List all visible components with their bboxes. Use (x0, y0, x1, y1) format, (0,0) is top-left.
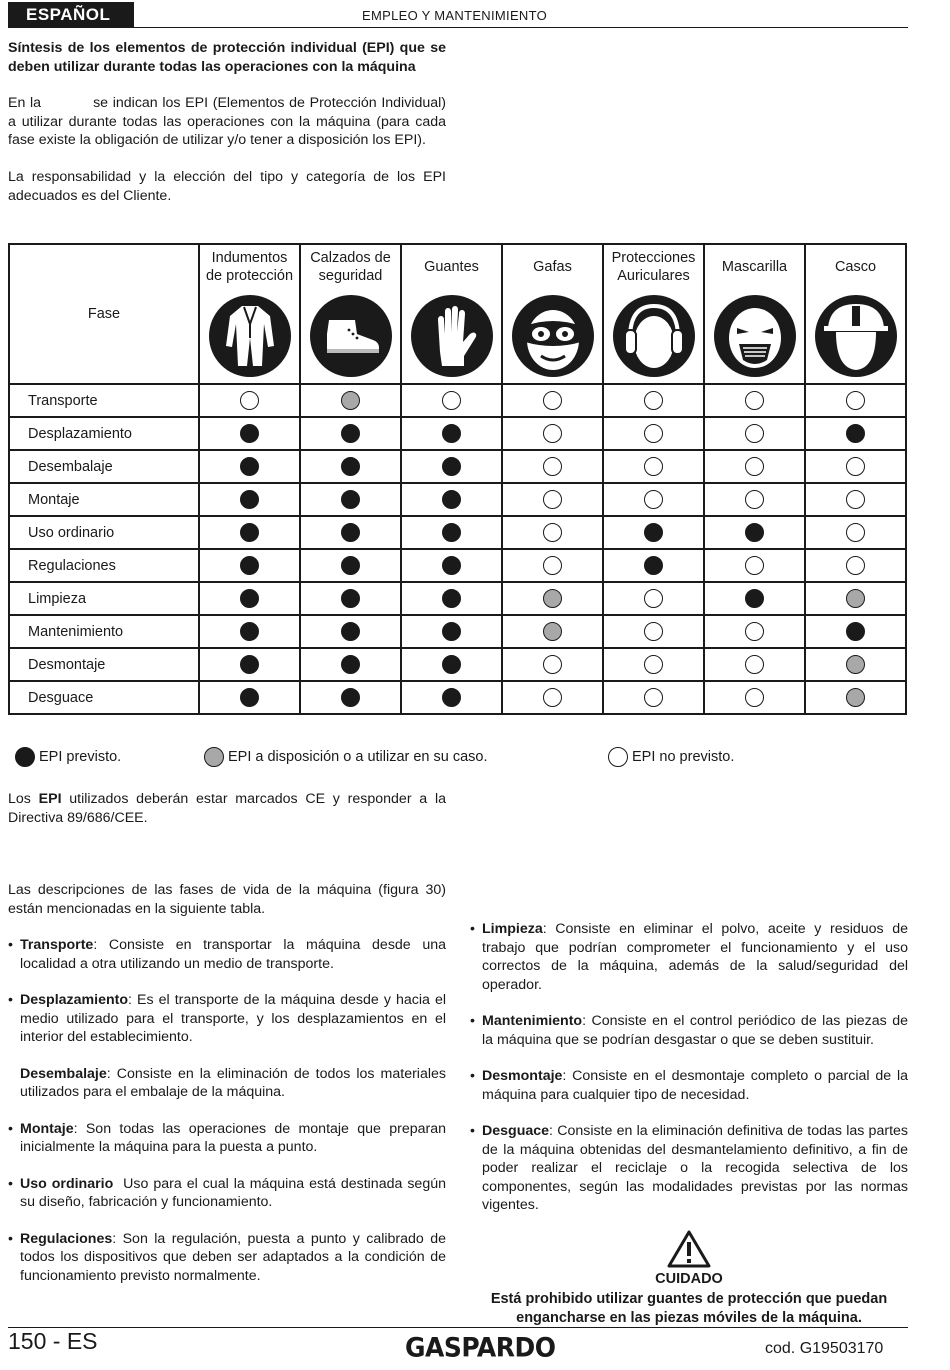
epi-not-required-dot-icon (846, 457, 865, 476)
epi-not-required-dot-icon (846, 490, 865, 509)
phase-term: Transporte (20, 937, 94, 953)
phase-term: Desembalaje (20, 1065, 107, 1082)
bullet-marker: • (470, 1123, 475, 1139)
left-phase-list (8, 936, 450, 1303)
epi-not-required-dot-icon (240, 391, 259, 410)
epi-cell (805, 615, 906, 648)
epi-not-required-dot-icon (543, 490, 562, 509)
column-label: Calzados de seguridad (310, 250, 391, 284)
protective-suit-icon (208, 294, 292, 378)
epi-cell (704, 648, 805, 681)
phases-intro: Las descripciones de las fases de vida de la máquina (figura 30) están mencionadas en la siguiente tabla. (8, 882, 446, 917)
table-row (9, 681, 906, 714)
phase-description-item (8, 1175, 450, 1212)
phase-definition: Uso para el cual la máquina está destinada según su diseño, fabricación y funcionamiento. (20, 1175, 450, 1210)
intro-para1-start: En la (8, 95, 42, 111)
epi-not-required-dot-icon (644, 424, 663, 443)
phase-term: Desplazamiento (20, 992, 129, 1008)
header-divider (8, 27, 908, 28)
epi-not-required-dot-icon (745, 424, 764, 443)
intro-para1-rest: se indican los EPI (Elementos de Protección Individual) a utilizar durante todas las operaciones con la máquina (para cada fase existe la obligación de utilizar y/o tener a disposición los EPI). (8, 95, 446, 148)
phase-cell: Regulaciones (9, 549, 199, 582)
caution-title: CUIDADO (655, 1271, 723, 1287)
epi-required-dot-icon (240, 490, 259, 509)
table-row (9, 648, 906, 681)
epi-cell (805, 417, 906, 450)
phase-term: Limpieza (482, 921, 543, 937)
epi-required-dot-icon (442, 655, 461, 674)
epi-cell (401, 516, 502, 549)
phase-description-item (8, 936, 450, 973)
epi-not-required-dot-icon (745, 490, 764, 509)
epi-required-dot-icon (341, 523, 360, 542)
epi-required-dot-icon (240, 655, 259, 674)
epi-cell (805, 516, 906, 549)
epi-required-dot-icon (341, 424, 360, 443)
phase-description-item (8, 991, 450, 1047)
epi-cell (603, 615, 704, 648)
epi-not-required-dot-icon (745, 391, 764, 410)
section-title: EMPLEO Y MANTENIMIENTO (362, 8, 548, 23)
epi-cell (704, 450, 805, 483)
ce-note-start: Los (8, 791, 39, 807)
epi-not-required-dot-icon (745, 556, 764, 575)
epi-not-required-dot-icon (644, 655, 663, 674)
safety-shoe-icon (309, 294, 393, 378)
epi-cell (704, 681, 805, 714)
column-header-helmet (805, 244, 906, 384)
epi-not-required-dot-icon (846, 556, 865, 575)
epi-cell (805, 549, 906, 582)
table-row (9, 483, 906, 516)
intro-paragraph-1 (8, 94, 446, 150)
epi-not-required-dot-icon (745, 622, 764, 641)
epi-cell (401, 450, 502, 483)
epi-cell (199, 648, 300, 681)
column-label: Indumentos de protección (205, 250, 294, 284)
epi-required-dot-icon (240, 523, 259, 542)
warning-triangle-icon (667, 1230, 711, 1268)
phase-header-label: Fase (87, 306, 121, 322)
epi-required-dot-icon (442, 556, 461, 575)
brand-logo: GASPARDO (405, 1332, 556, 1363)
epi-required-dot-icon (341, 457, 360, 476)
epi-cell (401, 648, 502, 681)
table-row (9, 549, 906, 582)
epi-cell (603, 681, 704, 714)
column-label: Protecciones Auriculares (611, 250, 696, 284)
epi-cell (704, 384, 805, 417)
epi-cell (502, 582, 603, 615)
epi-cell (401, 483, 502, 516)
epi-required-dot-icon (240, 457, 259, 476)
epi-cell (401, 417, 502, 450)
phase-description-item (470, 1067, 912, 1104)
phase-description-text (482, 1012, 912, 1049)
helmet-icon (814, 294, 898, 378)
epi-cell (401, 549, 502, 582)
epi-cell (603, 417, 704, 450)
phase-cell: Desembalaje (9, 450, 199, 483)
epi-optional-dot-icon (204, 747, 224, 767)
bullet-marker: • (8, 1175, 13, 1192)
epi-not-required-dot-icon (543, 457, 562, 476)
glove-icon (410, 294, 494, 378)
column-label: Mascarilla (721, 259, 788, 275)
epi-required-dot-icon (341, 556, 360, 575)
epi-table (8, 243, 907, 715)
document-code: cod. G19503170 (765, 1340, 884, 1357)
legend-grey-label: EPI a disposición o a utilizar en su caso. (228, 749, 488, 765)
legend-full (15, 747, 121, 767)
epi-table-header-row (9, 244, 906, 384)
epi-not-required-dot-icon (608, 747, 628, 767)
epi-required-dot-icon (240, 556, 259, 575)
table-row (9, 450, 906, 483)
phase-definition: : Consiste en el control periódico de las piezas de la máquina que se podrían desgastar o que se deben sustituir. (482, 1013, 912, 1048)
epi-required-dot-icon (442, 457, 461, 476)
epi-required-dot-icon (341, 688, 360, 707)
column-header-suit (199, 244, 300, 384)
epi-cell (300, 516, 401, 549)
epi-not-required-dot-icon (846, 391, 865, 410)
column-label: Casco (834, 259, 877, 275)
phase-term: Regulaciones (20, 1230, 113, 1247)
phase-description-text (20, 936, 450, 973)
epi-cell (401, 615, 502, 648)
phase-cell: Uso ordinario (9, 516, 199, 549)
phase-definition: : Son todas las operaciones de montaje que preparan inicialmente la máquina para la puesta a punto. (20, 1120, 450, 1155)
bullet-marker: • (8, 937, 13, 953)
epi-not-required-dot-icon (644, 589, 663, 608)
epi-cell (502, 483, 603, 516)
table-row (9, 615, 906, 648)
epi-required-dot-icon (341, 490, 360, 509)
phase-description-text (482, 1067, 912, 1104)
legend-full-label: EPI previsto. (39, 749, 122, 765)
column-label: Guantes (424, 259, 479, 275)
column-header-mask (704, 244, 805, 384)
epi-cell (300, 450, 401, 483)
column-header-shoes (300, 244, 401, 384)
epi-cell (199, 549, 300, 582)
table-row (9, 582, 906, 615)
epi-cell (502, 615, 603, 648)
epi-cell (704, 483, 805, 516)
table-row (9, 516, 906, 549)
ce-note-rest: utilizados deberán estar marcados CE y responder a la Directiva 89/686/CEE. (8, 791, 446, 826)
epi-required-dot-icon (240, 424, 259, 443)
epi-cell (603, 582, 704, 615)
phase-term: Mantenimiento (482, 1013, 583, 1029)
phase-cell: Limpieza (9, 582, 199, 615)
epi-cell (603, 483, 704, 516)
epi-required-dot-icon (745, 589, 764, 608)
epi-cell (502, 549, 603, 582)
epi-cell (704, 417, 805, 450)
legend-none-label: EPI no previsto. (632, 749, 735, 765)
phase-cell: Desmontaje (9, 648, 199, 681)
phase-description-text (20, 1120, 450, 1157)
epi-cell (199, 384, 300, 417)
epi-cell (704, 615, 805, 648)
table-row (9, 384, 906, 417)
intro-heading: Síntesis de los elementos de protección individual (EPI) que se deben utilizar durante todas las operaciones con la máquina (8, 40, 446, 75)
legend-grey (204, 747, 488, 767)
goggles-icon (511, 294, 595, 378)
epi-cell (199, 483, 300, 516)
epi-optional-dot-icon (543, 622, 562, 641)
epi-not-required-dot-icon (543, 391, 562, 410)
epi-cell (300, 648, 401, 681)
phase-definition: : Es el transporte de la máquina desde y hacia el medio utilizado para el transporte, y los desplazamientos en el interior del establecimiento. (20, 992, 450, 1045)
phase-description-text (20, 991, 450, 1047)
column-header-ear-protection (603, 244, 704, 384)
legend-none (608, 747, 734, 767)
epi-required-dot-icon (341, 589, 360, 608)
epi-cell (199, 417, 300, 450)
phase-definition: : Son la regulación, puesta a punto y calibrado de todos los dispositivos que deben ser adaptados a la condición de funcionamiento previsto normalmente. (20, 1230, 450, 1284)
bullet-marker: • (8, 1230, 13, 1247)
phase-description-text (482, 920, 912, 994)
table-row (9, 417, 906, 450)
epi-cell (704, 516, 805, 549)
phase-cell: Montaje (9, 483, 199, 516)
bullet-marker: • (470, 1068, 475, 1084)
phase-description-text (20, 1230, 450, 1286)
epi-cell (805, 450, 906, 483)
epi-cell (704, 582, 805, 615)
bullet-marker (8, 1065, 14, 1102)
epi-cell (805, 648, 906, 681)
epi-cell (300, 615, 401, 648)
phase-description-text (20, 1175, 450, 1212)
epi-not-required-dot-icon (543, 556, 562, 575)
epi-not-required-dot-icon (644, 622, 663, 641)
phase-description-item (8, 1065, 450, 1102)
epi-required-dot-icon (644, 523, 663, 542)
intro-paragraph-2: La responsabilidad y la elección del tipo y categoría de los EPI adecuados es del Cliente. (8, 169, 446, 204)
epi-not-required-dot-icon (745, 457, 764, 476)
epi-optional-dot-icon (341, 391, 360, 410)
epi-required-dot-icon (846, 622, 865, 641)
epi-required-dot-icon (240, 688, 259, 707)
epi-cell (502, 417, 603, 450)
column-header-goggles (502, 244, 603, 384)
epi-required-dot-icon (442, 523, 461, 542)
phase-cell: Transporte (9, 384, 199, 417)
caution-text: Está prohibido utilizar guantes de protección que puedan engancharse en las piezas móviles de la máquina. (490, 1291, 888, 1326)
phase-cell: Desguace (9, 681, 199, 714)
phase-term: Montaje (20, 1120, 74, 1137)
epi-required-dot-icon (846, 424, 865, 443)
phase-definition: : Consiste en la eliminación definitiva de todas las partes de la máquina obtenidas del desmantelamiento definitivo, a fin de poder realizar el reciclaje o la recogida selectiva de los componentes, según las modalidades previstas por las normas vigentes. (482, 1123, 912, 1213)
epi-cell (502, 384, 603, 417)
epi-required-dot-icon (442, 589, 461, 608)
epi-optional-dot-icon (846, 655, 865, 674)
epi-required-dot-icon (442, 424, 461, 443)
phase-term: Desguace (482, 1123, 550, 1139)
phase-description-item (8, 1120, 450, 1157)
epi-cell (300, 417, 401, 450)
epi-cell (199, 681, 300, 714)
epi-not-required-dot-icon (644, 391, 663, 410)
epi-cell (300, 681, 401, 714)
ear-protection-icon (612, 294, 696, 378)
epi-not-required-dot-icon (846, 523, 865, 542)
epi-optional-dot-icon (543, 589, 562, 608)
epi-required-dot-icon (15, 747, 35, 767)
epi-cell (603, 450, 704, 483)
epi-required-dot-icon (442, 490, 461, 509)
epi-cell (603, 648, 704, 681)
epi-required-dot-icon (341, 655, 360, 674)
ce-note (8, 790, 446, 827)
epi-not-required-dot-icon (442, 391, 461, 410)
bullet-marker: • (8, 1120, 13, 1137)
epi-cell (401, 681, 502, 714)
epi-not-required-dot-icon (644, 490, 663, 509)
epi-cell (805, 681, 906, 714)
right-phase-list (470, 920, 912, 1233)
epi-not-required-dot-icon (543, 523, 562, 542)
bullet-marker: • (8, 992, 13, 1008)
epi-required-dot-icon (442, 622, 461, 641)
mask-icon (713, 294, 797, 378)
phase-cell: Mantenimiento (9, 615, 199, 648)
epi-optional-dot-icon (846, 688, 865, 707)
epi-cell (502, 450, 603, 483)
epi-cell (300, 483, 401, 516)
epi-not-required-dot-icon (543, 655, 562, 674)
phase-cell: Desplazamiento (9, 417, 199, 450)
epi-not-required-dot-icon (745, 655, 764, 674)
language-badge: ESPAÑOL (8, 2, 134, 28)
epi-cell (300, 384, 401, 417)
column-header-gloves (401, 244, 502, 384)
phase-description-text (482, 1122, 912, 1215)
epi-cell (401, 582, 502, 615)
epi-optional-dot-icon (846, 589, 865, 608)
epi-cell (199, 450, 300, 483)
epi-cell (502, 516, 603, 549)
epi-cell (199, 615, 300, 648)
bullet-marker: • (470, 921, 475, 937)
phase-definition: : Consiste en transportar la máquina desde una localidad a otra utilizando un medio de transporte. (20, 937, 450, 972)
epi-not-required-dot-icon (543, 688, 562, 707)
epi-not-required-dot-icon (644, 688, 663, 707)
epi-cell (603, 549, 704, 582)
phase-definition: : Consiste en el desmontaje completo o parcial de la máquina para cualquier tipo de necesidad. (482, 1068, 912, 1103)
epi-cell (805, 384, 906, 417)
epi-cell (199, 582, 300, 615)
phase-definition: : Consiste en la eliminación de todos los materiales utilizados para el embalaje de la máquina. (20, 1065, 450, 1100)
epi-cell (502, 648, 603, 681)
phase-description-item (470, 920, 912, 994)
phase-column-header (9, 244, 199, 384)
epi-cell (603, 516, 704, 549)
footer-divider (8, 1327, 908, 1328)
phase-description-text (20, 1065, 450, 1102)
epi-not-required-dot-icon (644, 457, 663, 476)
ce-note-epi: EPI (38, 791, 62, 807)
epi-required-dot-icon (240, 589, 259, 608)
phase-description-item (470, 1122, 912, 1215)
epi-required-dot-icon (240, 622, 259, 641)
epi-required-dot-icon (341, 622, 360, 641)
epi-cell (805, 582, 906, 615)
epi-cell (300, 549, 401, 582)
phase-definition: : Consiste en eliminar el polvo, aceite y residuos de trabajo que podrían comprometer el funcionamiento y el uso correctos de la máquina, además de la salud/seguridad del operador. (482, 921, 912, 993)
column-label: Gafas (533, 259, 572, 275)
phase-term: Uso ordinario (20, 1175, 114, 1192)
epi-cell (300, 582, 401, 615)
epi-cell (603, 384, 704, 417)
epi-not-required-dot-icon (543, 424, 562, 443)
epi-cell (805, 483, 906, 516)
epi-cell (502, 681, 603, 714)
epi-required-dot-icon (745, 523, 764, 542)
epi-not-required-dot-icon (745, 688, 764, 707)
epi-required-dot-icon (442, 688, 461, 707)
epi-cell (704, 549, 805, 582)
phase-description-item (470, 1012, 912, 1049)
bullet-marker: • (470, 1013, 475, 1029)
epi-required-dot-icon (644, 556, 663, 575)
epi-cell (199, 516, 300, 549)
phase-description-item (8, 1230, 450, 1286)
page-number: 150 - ES (8, 1328, 98, 1354)
epi-cell (401, 384, 502, 417)
phase-term: Desmontaje (482, 1068, 563, 1084)
